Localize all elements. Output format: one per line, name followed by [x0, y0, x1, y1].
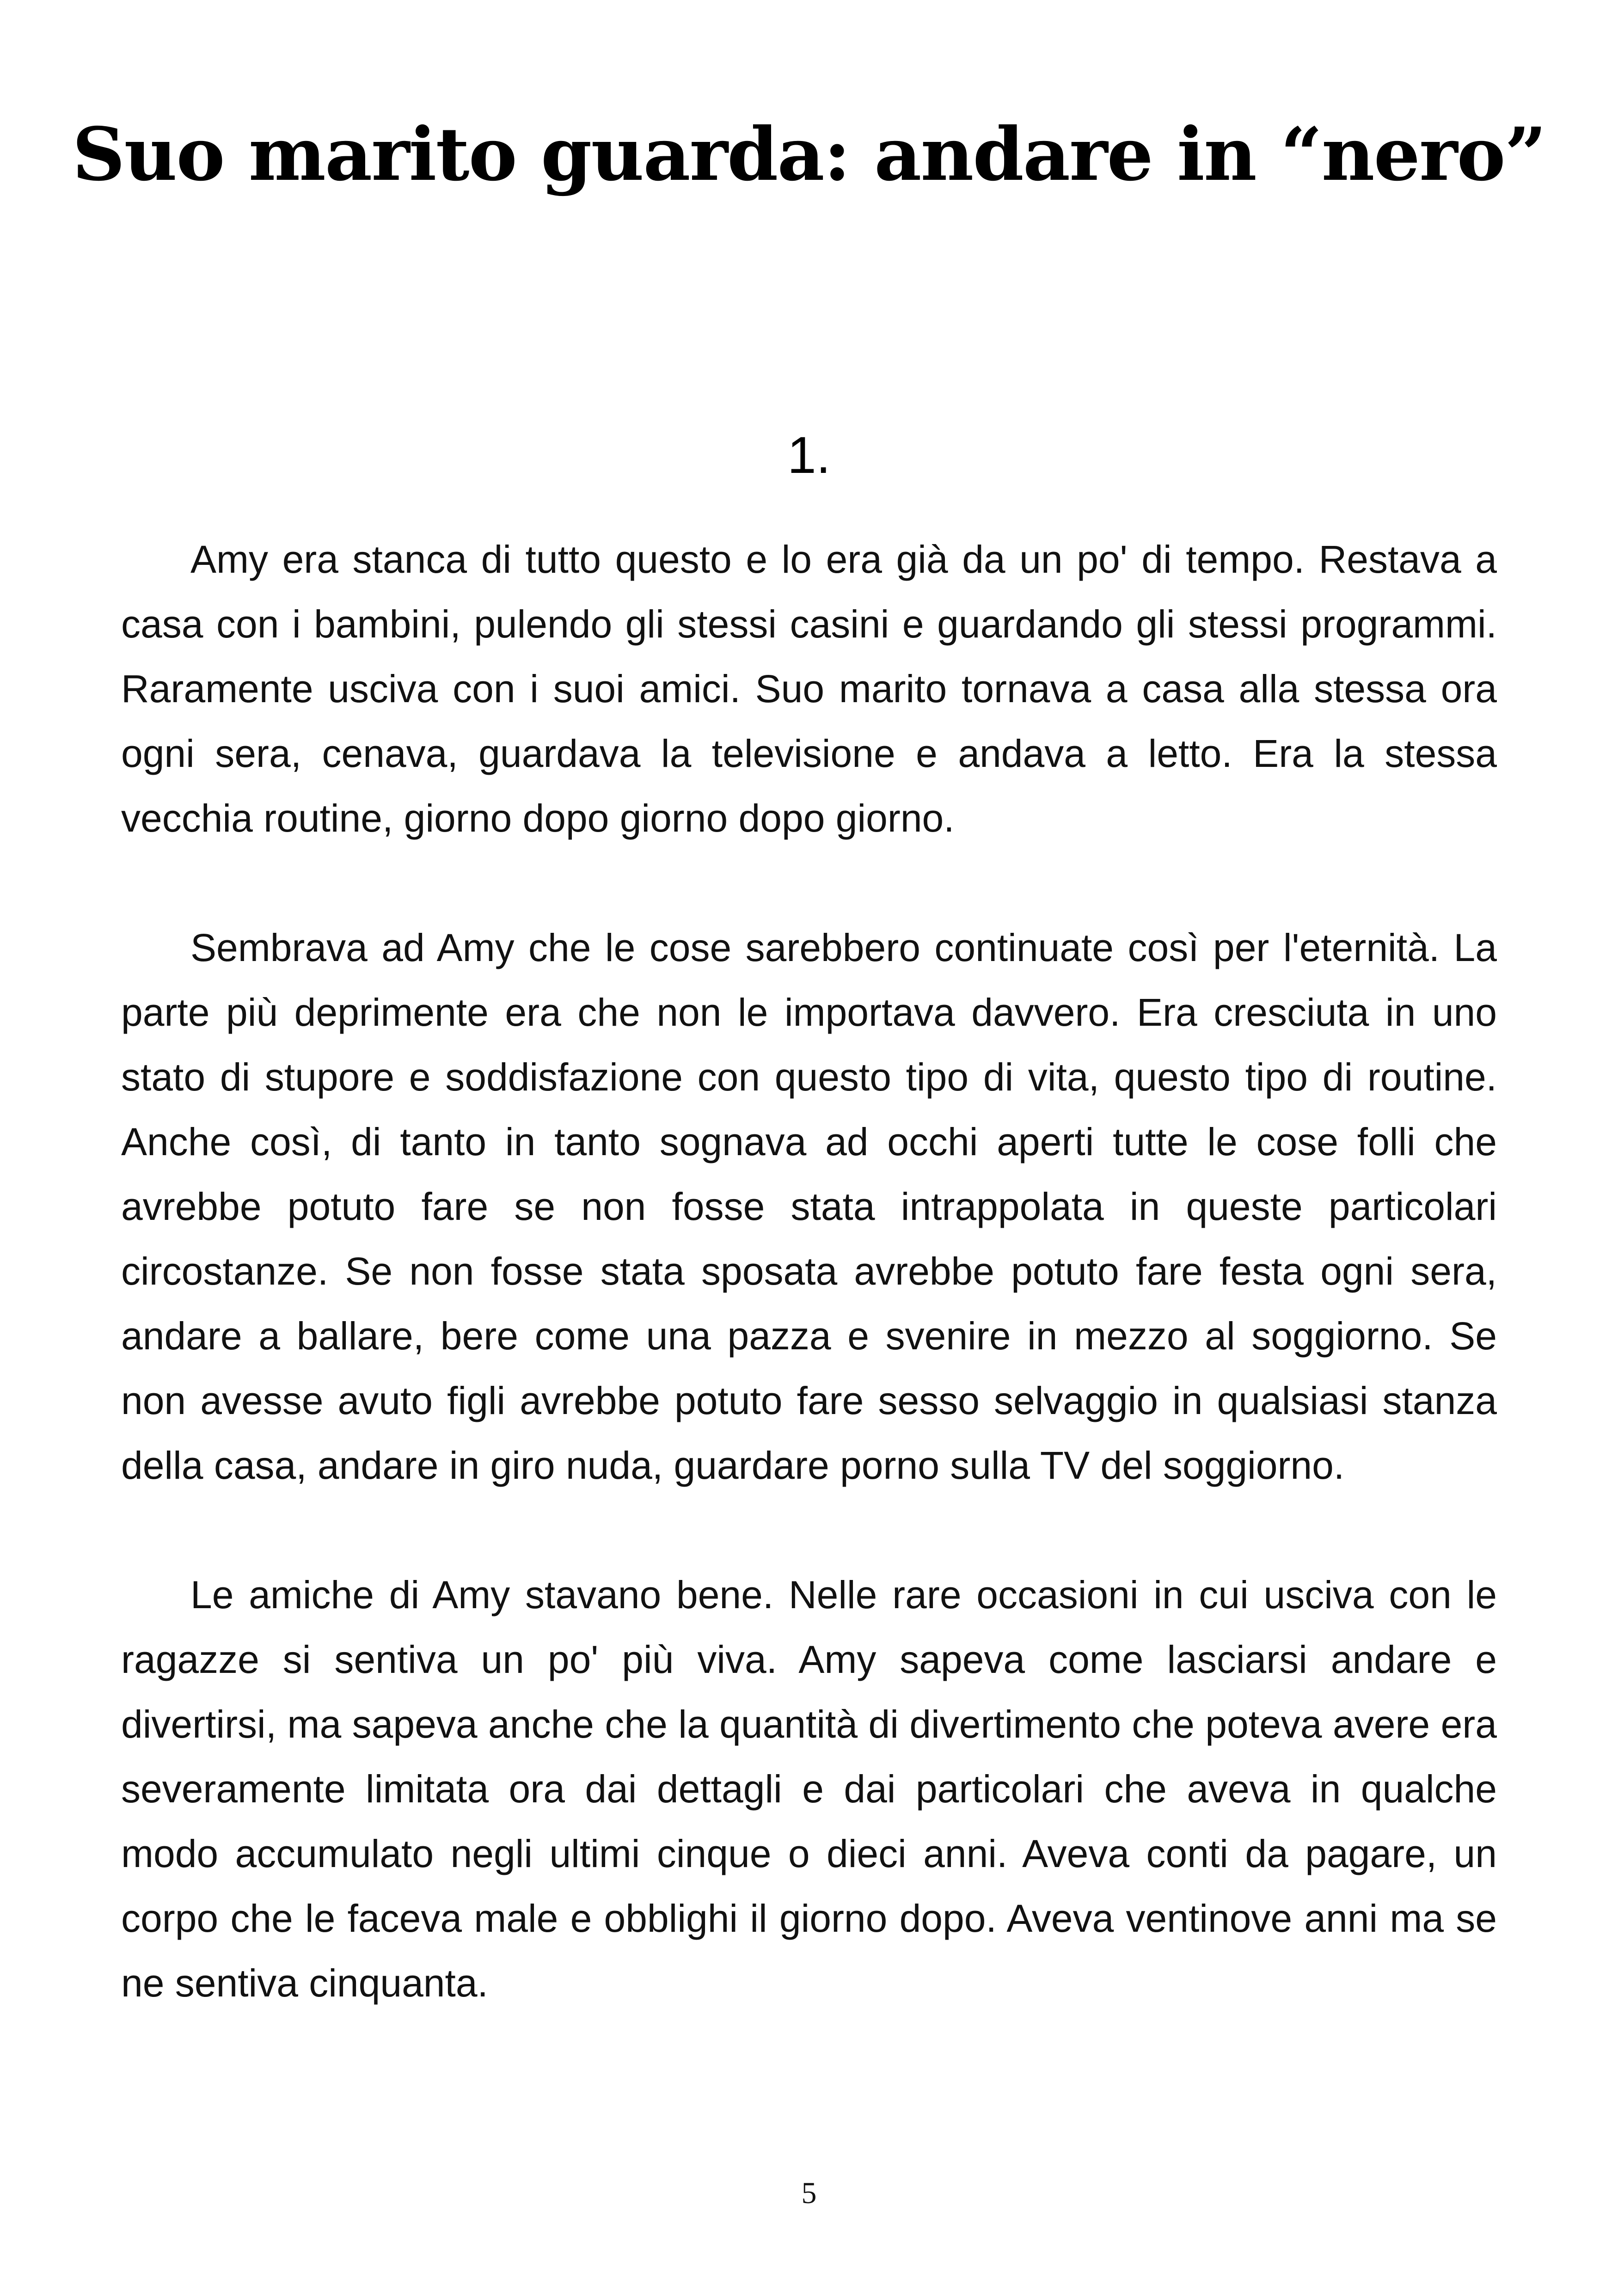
chapter-number: 1.	[787, 426, 831, 484]
chapter-body	[121, 527, 1497, 2080]
document-title: Suo marito guarda: andare in “nero”	[72, 112, 1546, 197]
paragraph: Le amiche di Amy stavano bene. Nelle rare occasioni in cui usciva con le ragazze si sentiva un po' più viva. Amy sapeva come lasciarsi andare e divertirsi, ma sapeva anche che la quantità di divertimento che poteva avere era severamente limitata ora dai dettagli e dai particolari che aveva in qualche modo accumulato negli ultimi cinque o dieci anni. Aveva conti da pagare, un corpo che le faceva male e obblighi il giorno dopo. Aveva ventinove anni ma se ne sentiva cinquanta.	[121, 1573, 1497, 2005]
paragraph: Sembrava ad Amy che le cose sarebbero continuate così per l'eternità. La parte più deprimente era che non le importava davvero. Era cresciuta in uno stato di stupore e soddisfazione con questo tipo di vita, questo tipo di routine. Anche così, di tanto in tanto sognava ad occhi aperti tutte le cose folli che avrebbe potuto fare se non fosse stata intrappolata in queste particolari circostanze. Se non fosse stata sposata avrebbe potuto fare festa ogni sera, andare a ballare, bere come una pazza e svenire in mezzo al soggiorno. Se non avesse avuto figli avrebbe potuto fare sesso selvaggio in qualsiasi stanza della casa, andare in giro nuda, guardare porno sulla TV del soggiorno.	[121, 926, 1497, 1487]
page-number: 5	[801, 2176, 817, 2210]
paragraph: Amy era stanca di tutto questo e lo era già da un po' di tempo. Restava a casa con i bambini, pulendo gli stessi casini e guardando gli stessi programmi. Raramente usciva con i suoi amici. Suo marito tornava a casa alla stessa ora ogni sera, cenava, guardava la televisione e andava a letto. Era la stessa vecchia routine, giorno dopo giorno dopo giorno.	[121, 538, 1497, 840]
